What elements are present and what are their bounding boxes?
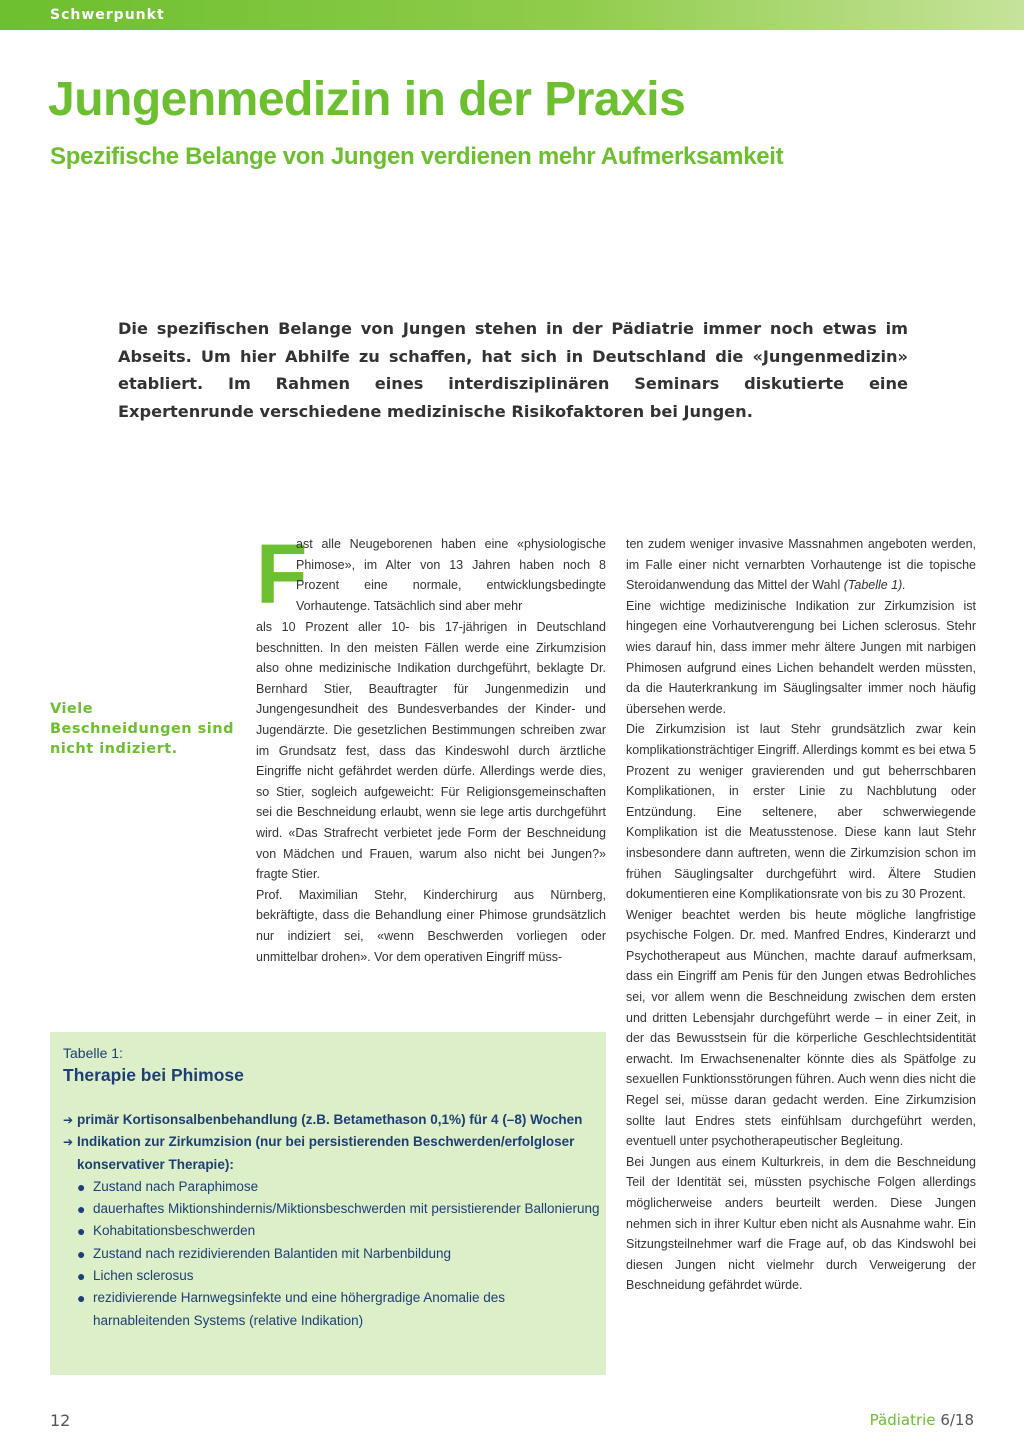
paragraph: Weniger beachtet werden bis heute mögliche langfristige psychische Folgen. Dr. med. Manfred Endres, Kinderarzt und Psychotherapeut aus München, machte darauf aufmerksam, dass ein Eingriff am Penis für den Jungen etwas Bedrohliches sei, vor allem wenn die Beschneidung zwischen dem ersten und dritten Lebensjahr durchgeführt werde – in einer Zeit, in der das Bewusstsein für die körperliche Geschlechtsidentität erwacht. Im Erwachsenenalter könnte dies als Spätfolge zu sexuellen Funktionsstörungen führen. Auch wenn dies nicht die Regel sei, müsse daran gedacht werden. Eine Zirkumzision sollte laut Endres stets einfühlsam durchgeführt werden, eventuell unter psychotherapeutischer Begleitung. (626, 907, 976, 1149)
pull-quote: Viele Beschneidungen sind nicht indiziert. (50, 701, 234, 757)
bullet-icon: ● (77, 1290, 86, 1307)
table-item-text: Indikation zur Zirkumzision (nur bei persistierenden Beschwerden/erfolgloser konservativer Therapie): (77, 1134, 575, 1172)
table-bullet-text: Zustand nach Paraphimose (93, 1178, 259, 1194)
table-bullet-text: Kohabitationsbeschwerden (93, 1223, 256, 1239)
table-bullet-text: Zustand nach rezidivierenden Balantiden mit Narbenbildung (93, 1245, 451, 1261)
table-bullet-text: dauerhaftes Miktionshindernis/Miktionsbeschwerden mit persistierender Ballonierung (93, 1201, 600, 1217)
arrow-right-icon: ➔ (63, 1113, 74, 1127)
journal-info (870, 1411, 974, 1429)
table-bullet (63, 1176, 603, 1198)
table-item (63, 1131, 603, 1176)
paragraph: Eine wichtige medizinische Indikation zur Zirkumzision ist hingegen eine Vorhautverengung bei Lichen sclerosus. Stehr wies darauf hin, dass immer mehr ältere Jungen mit narbigen Phimosen aufgrund eines Lichen behandelt werden müssten, da die Hauterkrankung im Säuglingsalter immer noch häufig übersehen werde. (626, 598, 976, 716)
table-bullet (63, 1220, 603, 1242)
table-content (63, 1109, 603, 1332)
drop-cap: F (256, 527, 308, 621)
paragraph: als 10 Prozent aller 10- bis 17-jährigen in Deutschland beschnitten. In den meisten Fällen werde eine Zirkumzision also ohne medizinische Indikation durchgeführt, beklagte Dr. Bernhard Stier, Beauftragter für Jungenmedizin und Jungengesundheit des Bundesverbandes der Kinder- und Jugendärzte. Die gesetzlichen Bestimmungen schreiben zwar im Grundsatz fest, dass das Kindeswohl durch ärztliche Eingriffe nicht gefährdet werden dürfe. Allerdings werde dies, so Stier, sogleich aufgeweicht: Für Religionsgemeinschaften sei die Beschneidung erlaubt, wenn sie lege artis durchgeführt wird. «Das Strafrecht verbietet jede Form der Beschneidung von Mädchen und Frauen, warum also nicht bei Jungen?» fragte Stier. (256, 620, 606, 882)
column-2 (626, 534, 976, 1296)
paragraph-text: ten zudem weniger invasive Massnahmen angeboten werden, im Falle einer nicht vernarbten Vorhautenge ist die topische Steroidanwendung das Mittel der Wahl (626, 537, 976, 593)
table-item-text: primär Kortisonsalbenbehandlung (z.B. Betamethason 0,1%) für 4 (–8) Wochen (77, 1112, 583, 1127)
issue-number: 6/18 (940, 1411, 974, 1429)
column-1-intro (296, 534, 606, 616)
arrow-right-icon: ➔ (63, 1135, 74, 1150)
table-bullet-text: Lichen sclerosus (93, 1268, 194, 1284)
page-number: 12 (50, 1411, 71, 1430)
paragraph: Prof. Maximilian Stehr, Kinderchirurg aus Nürnberg, bekräftigte, dass die Behandlung einer Phimose grundsätzlich nur indiziert sei, «wenn Beschwerden vorliegen oder unmittelbar drohen». Vor dem operativen Eingriff müss- (256, 887, 606, 964)
paragraph: Bei Jungen aus einem Kulturkreis, in dem die Beschneidung Teil der Identität sei, müssten psychische Folgen allerdings möglicherweise anders beurteilt werden. Diese Jungen nehmen sich in ihrer Kultur eben nicht als Ausnahme wahr. Ein Sitzungsteilnehmer warf die Frage auf, ob das Kindswohl bei diesen Jungen nicht vielmehr durch Verweigerung der Beschneidung gefährdet würde. (626, 1154, 976, 1293)
bullet-icon: ● (77, 1223, 86, 1240)
table-bullet (63, 1287, 603, 1332)
table-bullet (63, 1198, 603, 1220)
journal-name: Pädiatrie (869, 1411, 936, 1429)
table-bullet (63, 1265, 603, 1287)
bullet-icon: ● (77, 1245, 86, 1262)
table-bullet (63, 1243, 603, 1265)
article-subtitle: Spezifische Belange von Jungen verdienen mehr Aufmerksamkeit (50, 143, 784, 170)
bullet-icon: ● (77, 1178, 86, 1195)
table-item (63, 1109, 603, 1131)
bullet-icon: ● (77, 1268, 86, 1285)
column-1 (256, 617, 606, 967)
section-label: Schwerpunkt (50, 7, 165, 23)
table-title: Therapie bei Phimose (63, 1065, 244, 1085)
article-lead: Die spezifischen Belange von Jungen stehen in der Pädiatrie immer noch etwas im Abseits. Um hier Abhilfe zu schaffen, hat sich in Deutschland die «Jungenmedizin» etabliert. Im Rahmen eines interdisziplinären Seminars diskutierte eine Expertenrunde verschiedene medizinische Risikofaktoren bei Jungen. (118, 319, 908, 421)
section-header-bar (0, 0, 1024, 30)
intro-text: ast alle Neugeborenen haben eine «physiologische Phimose», im Alter von 13 Jahren haben noch 8 Prozent eine normale, entwicklungsbedingte Vorhautenge. Tatsächlich sind aber mehr (296, 537, 606, 613)
table-reference: (Tabelle 1). (843, 578, 906, 593)
article-title: Jungenmedizin in der Praxis (48, 73, 686, 126)
table-label: Tabelle 1: (63, 1045, 123, 1061)
paragraph: Die Zirkumzision ist laut Stehr grundsätzlich zwar kein komplikationsträchtiger Eingriff. Allerdings kommt es bei etwa 5 Prozent zu weniger gravierenden und gut beherrschbaren Komplikationen, in erster Linie zu Nachblutung oder Entzündung. Eine seltenere, aber schwerwiegende Komplikation ist die Meatusstenose. Diese kann laut Stehr insbesondere dann auftreten, wenn die Zirkumzision schon im frühen Säuglingsalter durchgeführt wird. Ältere Studien dokumentieren eine Komplikationsrate von bis zu 30 Prozent. (626, 722, 976, 902)
paragraph (626, 534, 976, 596)
bullet-icon: ● (77, 1201, 86, 1218)
table-bullet-text: rezidivierende Harnwegsinfekte und eine höhergradige Anomalie des harnableitenden Systems (relative Indikation) (93, 1290, 506, 1328)
